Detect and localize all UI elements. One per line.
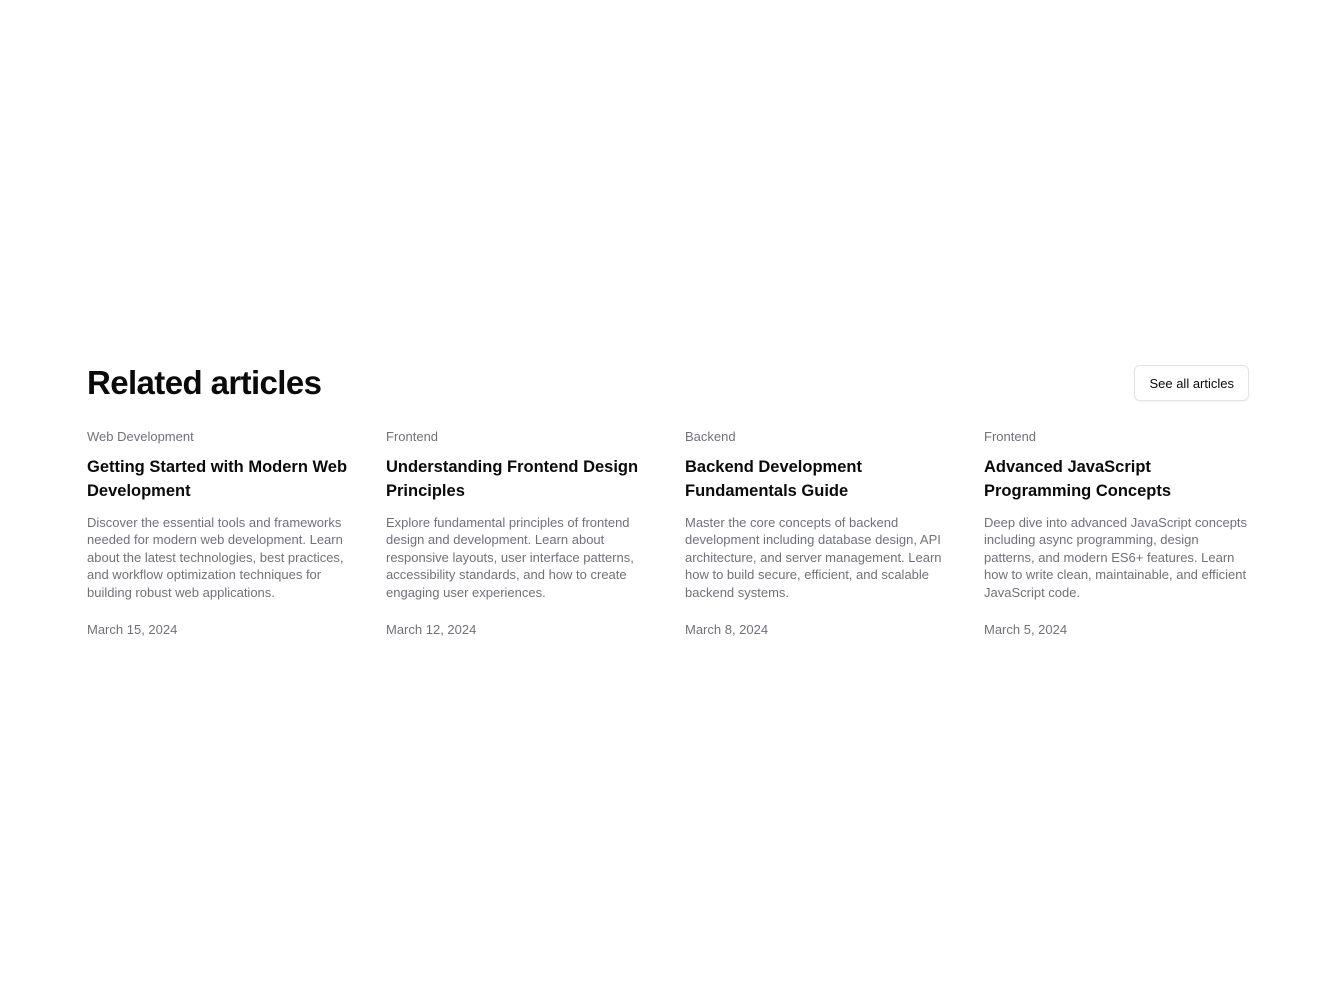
article-excerpt: Discover the essential tools and frameworks needed for modern web development. Learn about the latest technologies, best practices, and workflow optimization techniques for building robust web applications. bbox=[87, 515, 344, 600]
article-excerpt: Explore fundamental principles of frontend design and development. Learn about responsive layouts, user interface patterns, accessibility standards, and how to create engaging user experiences. bbox=[386, 515, 634, 600]
article-excerpt: Master the core concepts of backend development including database design, API architecture, and server management. Learn how to build secure, efficient, and scalable backend systems. bbox=[685, 515, 942, 600]
article-date: March 12, 2024 bbox=[386, 622, 477, 638]
article-title[interactable]: Advanced JavaScript Programming Concepts bbox=[984, 458, 1172, 500]
see-all-articles-button[interactable]: See all articles bbox=[1134, 365, 1249, 401]
section-header bbox=[87, 364, 1249, 402]
article-card[interactable] bbox=[685, 428, 949, 639]
article-category: Backend bbox=[685, 429, 736, 444]
article-title[interactable]: Getting Started with Modern Web Development bbox=[87, 458, 348, 500]
article-excerpt: Deep dive into advanced JavaScript concepts including async programming, design patterns, and modern ES6+ features. Learn how to write clean, maintainable, and efficient JavaScript code. bbox=[984, 515, 1248, 600]
section-title: Related articles bbox=[87, 364, 322, 401]
article-card[interactable] bbox=[87, 428, 351, 639]
articles-grid bbox=[87, 428, 1249, 639]
article-date: March 15, 2024 bbox=[87, 622, 178, 638]
article-date: March 8, 2024 bbox=[685, 622, 769, 638]
article-date: March 5, 2024 bbox=[984, 622, 1068, 638]
article-category: Frontend bbox=[984, 429, 1037, 444]
article-card[interactable] bbox=[386, 428, 650, 639]
article-title[interactable]: Understanding Frontend Design Principles bbox=[386, 458, 639, 500]
article-title[interactable]: Backend Development Fundamentals Guide bbox=[685, 458, 862, 500]
article-category: Frontend bbox=[386, 429, 439, 444]
article-category: Web Development bbox=[87, 429, 194, 444]
article-card[interactable] bbox=[984, 428, 1248, 639]
related-articles-section bbox=[87, 364, 1249, 639]
